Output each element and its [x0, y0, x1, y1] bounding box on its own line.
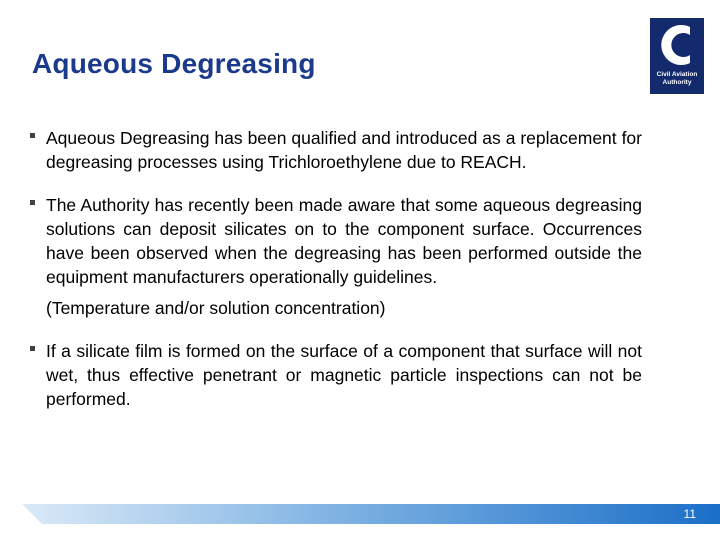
- bullet-item: [30, 126, 642, 174]
- bullet-item: [30, 339, 642, 411]
- logo-text-line2: Authority: [662, 79, 692, 86]
- bullet-marker-icon: [30, 200, 35, 205]
- bullet-text: The Authority has recently been made aware that some aqueous degreasing solutions can deposit silicates on to the component surface. Occurrences have been observed when the degreasing has been performed outside the equipment manufacturers operationally guidelines.: [46, 195, 642, 287]
- bullet-text: If a silicate film is formed on the surface of a component that surface will not wet, thus effective penetrant or magnetic particle inspections can not be performed.: [46, 341, 642, 409]
- bullet-marker-icon: [30, 133, 35, 138]
- slide-title: Aqueous Degreasing: [32, 48, 316, 79]
- footer-bar: [0, 504, 720, 524]
- bullet-text: Aqueous Degreasing has been qualified and introduced as a replacement for degreasing processes using Trichloroethylene due to REACH.: [46, 128, 642, 172]
- logo-text-line1: Civil Aviation: [656, 71, 698, 78]
- caa-emblem-icon: [654, 21, 700, 69]
- bullet-item: [30, 193, 642, 320]
- bullet-marker-icon: [30, 346, 35, 351]
- bullet-list: [30, 126, 642, 430]
- caa-logo: [650, 18, 704, 94]
- bullet-subtext: (Temperature and/or solution concentration): [46, 298, 386, 318]
- page-number: 11: [683, 507, 696, 521]
